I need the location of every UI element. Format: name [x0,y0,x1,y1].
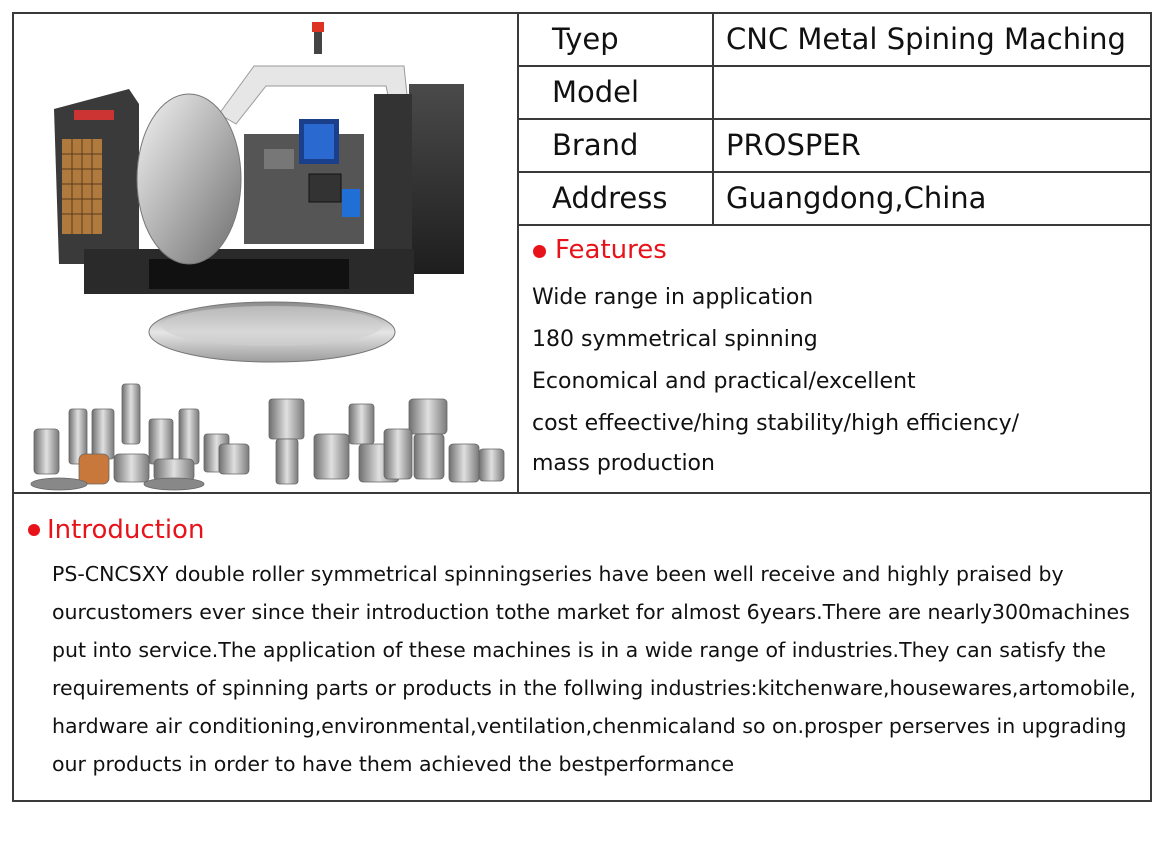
introduction-line: PS-CNCSXY double roller symmetrical spinningseries have been well receive and highly praised by [52,562,1064,586]
features-bullet-icon [533,245,546,258]
feature-item: mass production [532,451,715,476]
features-section [519,230,1150,492]
machine-illustration [14,14,519,492]
features-heading: Features [555,235,667,265]
introduction-line: hardware air conditioning,environmental,ventilation,chenmicaland so on.prosper perserves in upgrading [52,714,1127,738]
spec-key-type: Tyep [519,14,714,65]
spec-row-type [519,14,1150,67]
top-section [14,14,1150,494]
introduction-bullet-icon [28,524,40,536]
spec-row-brand [519,120,1150,173]
spec-key-brand: Brand [519,120,714,171]
feature-item: cost effeective/hing stability/high efficiency/ [532,411,1020,436]
introduction-heading: Introduction [47,515,205,545]
spec-value-brand: PROSPER [726,128,861,162]
spec-row-model [519,67,1150,120]
spec-key-address: Address [519,173,714,224]
feature-item: 180 symmetrical spinning [532,327,818,352]
spec-value-model [714,67,1150,118]
introduction-line: requirements of spinning parts or products in the follwing industries:kitchenware,housewares,artomobile, [52,676,1137,700]
introduction-line: our products in order to have them achieved the bestperformance [52,752,735,776]
spec-value-type: CNC Metal Spining Maching [726,22,1126,56]
introduction-line: ourcustomers ever since their introduction tothe market for almost 6years.There are nearly300machines [52,600,1130,624]
spec-key-model: Model [519,67,714,118]
feature-item: Economical and practical/excellent [532,369,916,394]
spec-row-address [519,173,1150,226]
introduction-section [14,494,1150,800]
introduction-line: put into service.The application of these machines is in a wide range of industries.They can satisfy the [52,638,1106,662]
feature-item: Wide range in application [532,285,814,310]
spec-value-address: Guangdong,China [726,181,987,215]
product-sheet [12,12,1152,802]
product-photo [14,14,519,492]
